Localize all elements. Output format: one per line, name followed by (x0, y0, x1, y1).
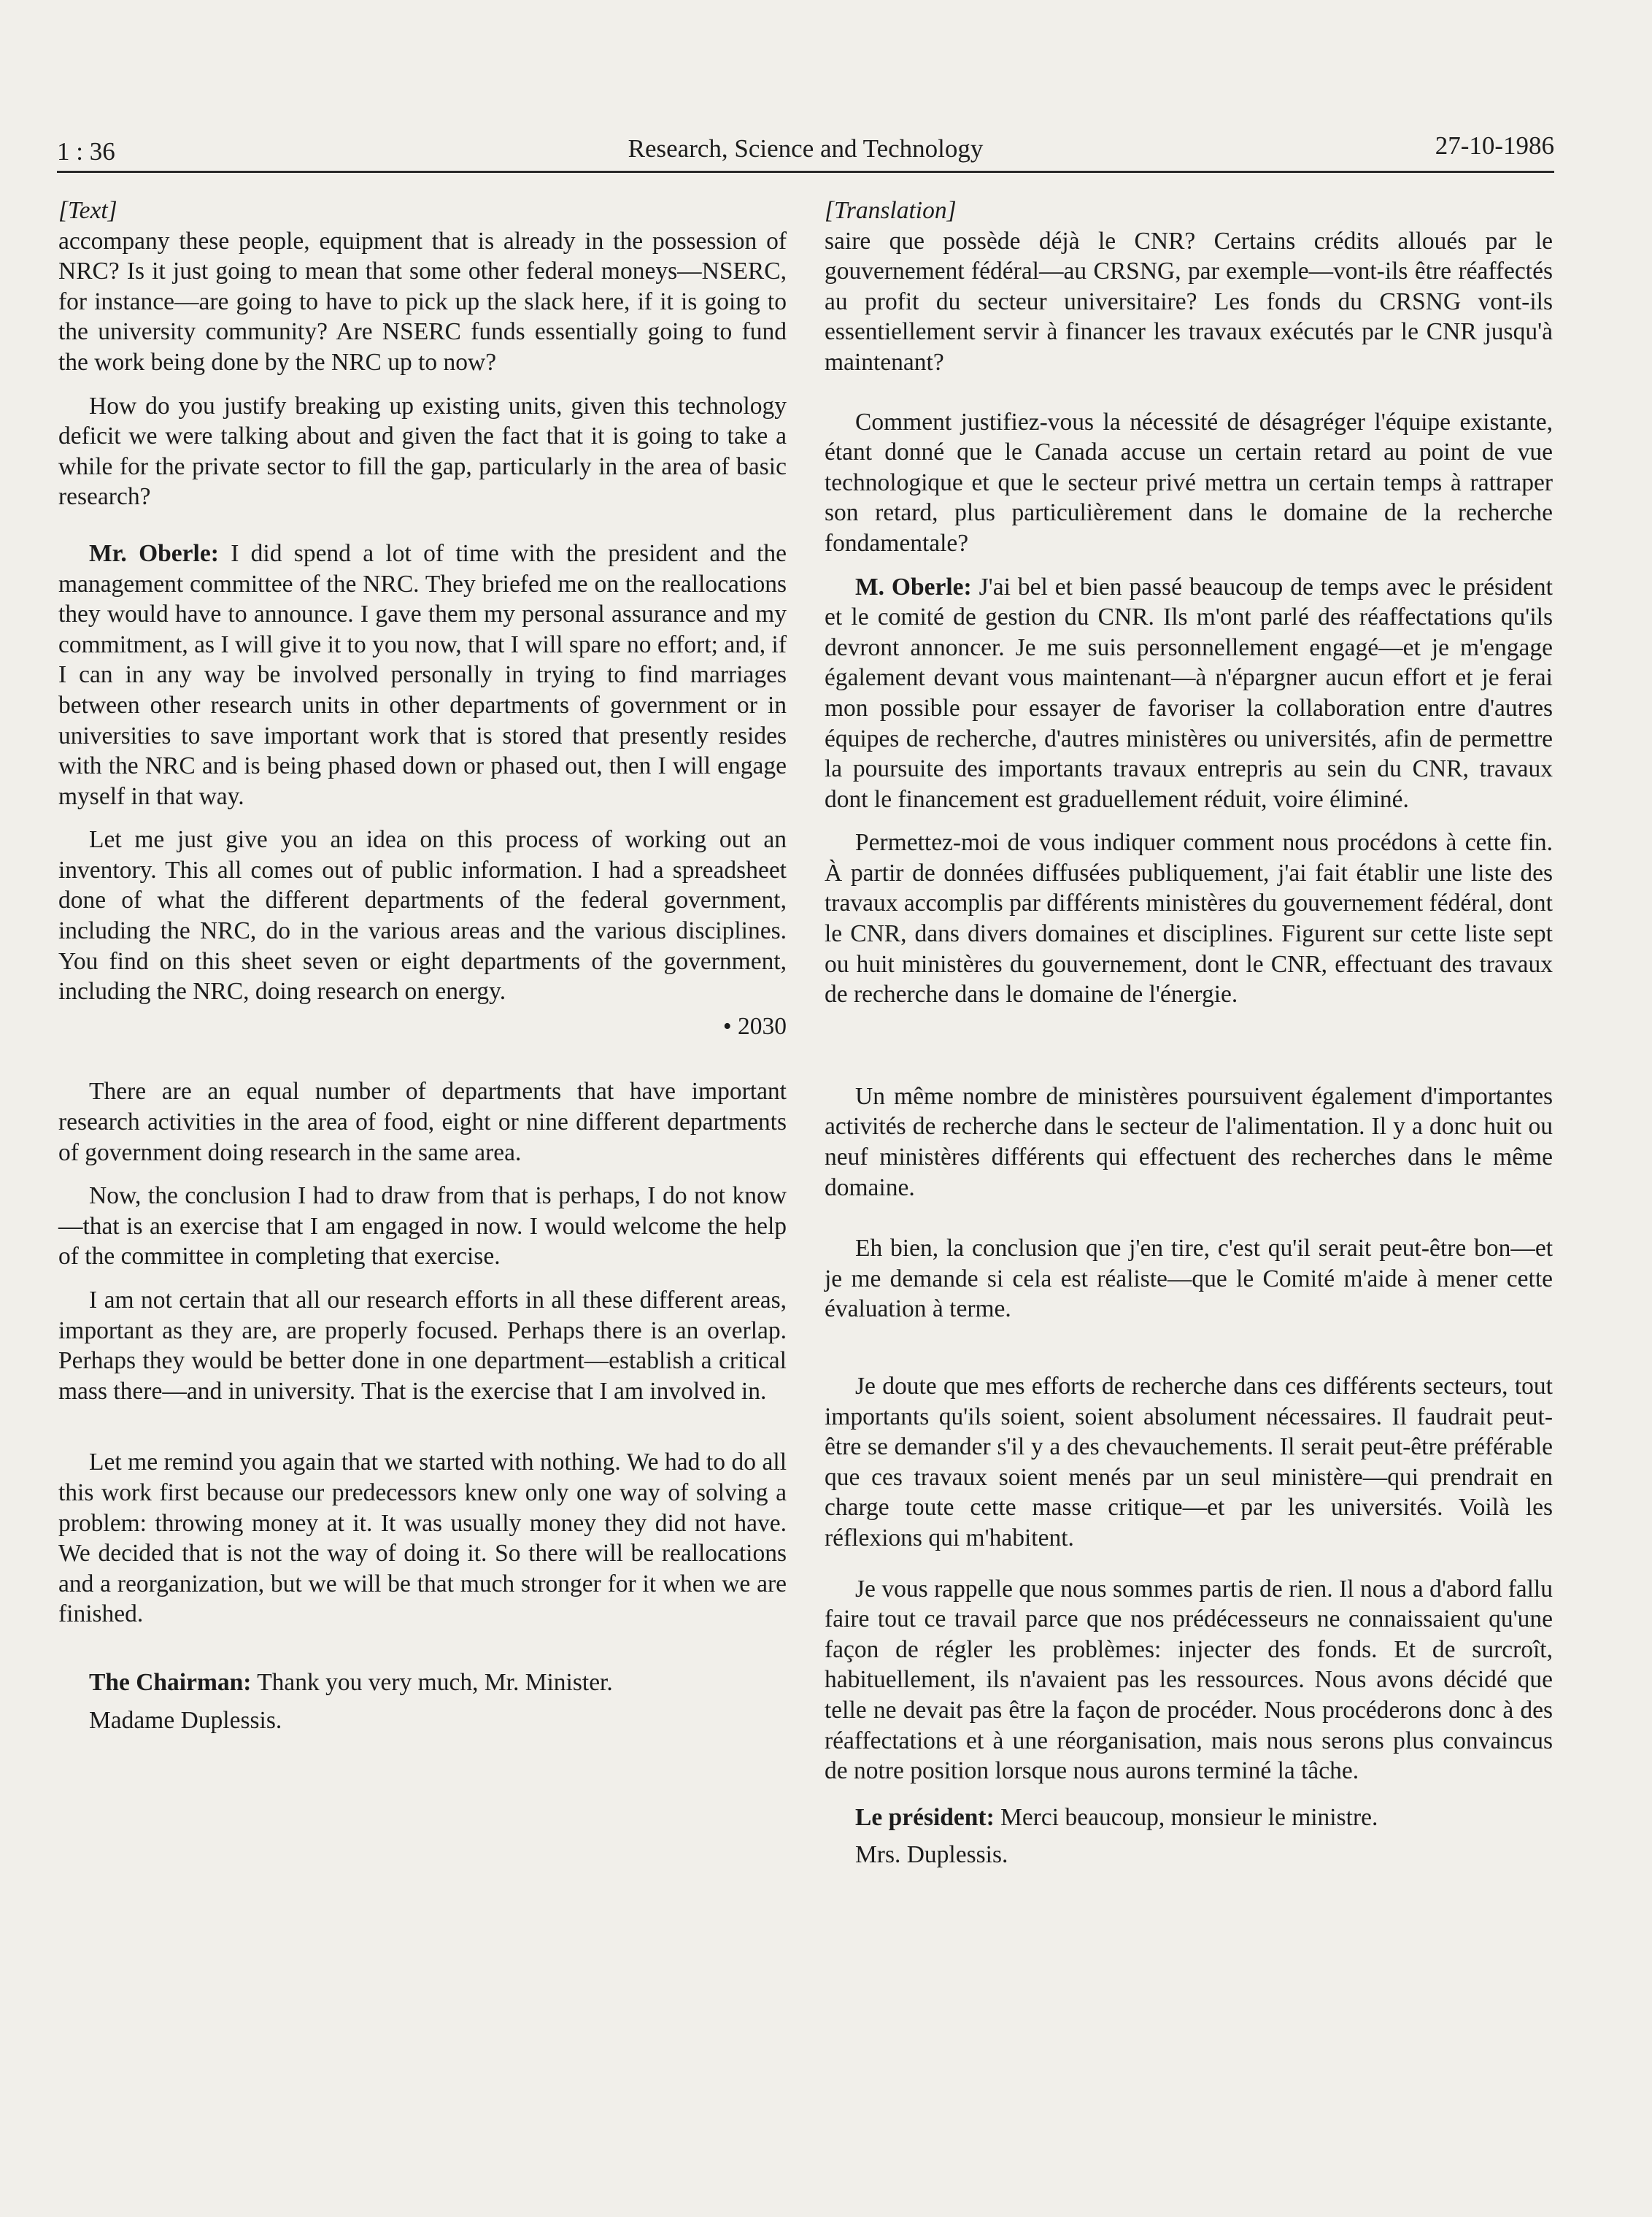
speech-text: Merci beaucoup, monsieur le ministre. (994, 1803, 1378, 1831)
paragraph: Je vous rappelle que nous sommes partis de rien. Il nous a d'abord fallu faire tout ce travail parce que nos prédécesseurs ne connaissaient qu'une façon de régler les problèmes: injecter des fonds. Et de surcroît, habituellement, ils n'avaient pas les ressources. Nous avons décidé que telle ne devait pas être la façon de procéder. Nous procéderons donc à des réaffectations et à une réorganisation, mais nous serons plus convaincus de notre position lorsque nous aurons terminé la tâche. (825, 1575, 1553, 1785)
header-date: 27-10-1986 (1435, 131, 1554, 160)
paragraph (825, 572, 1553, 815)
paragraph: Un même nombre de ministères poursuivent également d'importantes activités de recherche dans le secteur de l'alimentation. Il y a donc huit ou neuf ministères différents qui effectuent des recherches dans le même domaine. (825, 1082, 1553, 1201)
speaker-name: Le président: (855, 1803, 995, 1831)
page-header (57, 123, 1554, 173)
paragraph: Let me just give you an idea on this process of working out an inventory. This all comes out of public information. I had a spreadsheet done of what the different departments of the federal government, including the NRC, do in the various areas and the various disciplines. You find on this sheet seven or eight departments of the government, including the NRC, doing research on energy. (58, 826, 787, 1006)
time-marker: • 2030 (722, 1012, 787, 1040)
speaker-name: The Chairman: (89, 1668, 252, 1696)
paragraph: Let me remind you again that we started with nothing. We had to do all this work first because our predecessors knew only one way of solving a problem: throwing money at it. It was usually money they did not have. We decided that is not the way of doing it. So there will be reallocations and a reorganization, but we will be that much stronger for it when we are finished. (58, 1449, 787, 1628)
text-tag: [Text] (58, 197, 117, 224)
paragraph: Mrs. Duplessis. (855, 1841, 1008, 1869)
paragraph: Now, the conclusion I had to draw from that is perhaps, I do not know—that is an exercise that I am engaged in now. I would welcome the help of the committee in completing that exercise. (58, 1182, 787, 1271)
speech-text: I did spend a lot of time with the president and the management committee of the NRC. They briefed me on the reallocations they would have to announce. I gave them my personal assurance and my commitment, as I will give it to you now, that I will spare no effort; and, if I can in any way be involved personally in trying to find marriages between other research units in other departments of government or in universities to save important work that is stored that presently resides with the NRC and is being phased down or phased out, then I will engage myself in that way. (58, 539, 787, 810)
paragraph: Permettez-moi de vous indiquer comment nous procédons à cette fin. À partir de données diffusées publiquement, j'ai fait établir une liste des travaux accomplis par différents ministères du gouvernement fédéral, dont le CNR, dans divers domaines et disciplines. Figurent sur cette liste sept ou huit ministères du gouvernement, dont le CNR, effectuant des travaux de recherche dans le domaine de l'énergie. (825, 829, 1553, 1009)
paragraph: How do you justify breaking up existing units, given this technology deficit we were talking about and given the fact that it is going to take a while for the private sector to fill the gap, particularly in the area of basic research? (58, 392, 787, 511)
paragraph: I am not certain that all our research efforts in all these different areas, important as they are, are properly focused. Perhaps there is an overlap. Perhaps they would be better done in one department—establish a critical mass there—and in university. That is the exercise that I am involved in. (58, 1287, 787, 1405)
paragraph (825, 1802, 1553, 1833)
paragraph: Eh bien, la conclusion que j'en tire, c'est qu'il serait peut-être bon—et je me demande si cela est réaliste—que le Comité m'aide à mener cette évaluation à terme. (825, 1235, 1553, 1323)
speaker-name: M. Oberle: (855, 573, 972, 601)
paragraph: saire que possède déjà le CNR? Certains crédits alloués par le gouvernement fédéral—au CRSNG, par exemple—vont-ils être réaffectés au profit du secteur universitaire? Les fonds du CRSNG vont-ils essentiellement servir à financer les travaux exécutés par le CNR jusqu'à maintenant? (825, 227, 1553, 376)
english-column (58, 196, 787, 1735)
speech-text: J'ai bel et bien passé beaucoup de temps avec le président et le comité de gestion du CNR. Ils m'ont parlé des réaffectations qu'ils devront annoncer. Je me suis personnellement engagé—et je m'engage également devant vous maintenant—à n'épargner aucun effort et je ferai mon possible pour essayer de favoriser la collaboration entre d'autres équipes de recherche, d'autres ministères ou universités, afin de permettre la poursuite des importants travaux entrepris au sein du CNR, travaux dont le financement est graduellement réduit, voire éliminé. (825, 573, 1553, 813)
paragraph: Comment justifiez-vous la nécessité de désagréger l'équipe existante, étant donné que le Canada accuse un certain retard au point de vue technologique et que le secteur privé mettra un certain temps à rattraper son retard, plus particulièrement dans le domaine de la recherche fondamentale? (825, 408, 1553, 557)
paragraph (58, 1667, 787, 1698)
paragraph: Je doute que mes efforts de recherche dans ces différents secteurs, tout importants qu'ils soient, soient absolument nécessaires. Il faudrait peut-être se demander s'il y a des chevauchements. Il serait peut-être préférable que ces travaux soient menés par un seul ministère—qui prendrait en charge toute cette masse critique—et par les universités. Voilà les réflexions qui m'habitent. (825, 1373, 1553, 1551)
speaker-name: Mr. Oberle: (89, 539, 219, 567)
running-title: Research, Science and Technology (628, 134, 984, 163)
paragraph: accompany these people, equipment that is already in the possession of NRC? Is it just going to mean that some other federal moneys—NSERC, for instance—are going to have to pick up the slack here, if it is going to the university community? Are NSERC funds essentially going to fund the work being done by the NRC up to now? (58, 227, 787, 376)
page-number: 1 : 36 (57, 137, 115, 166)
translation-tag: [Translation] (825, 197, 957, 224)
paragraph (58, 539, 787, 811)
speech-text: Thank you very much, Mr. Minister. (251, 1668, 613, 1696)
paragraph: There are an equal number of departments that have important research activities in the area of food, eight or nine different departments of government doing research in the same area. (58, 1078, 787, 1166)
french-column (825, 196, 1553, 1870)
paragraph: Madame Duplessis. (89, 1706, 282, 1734)
